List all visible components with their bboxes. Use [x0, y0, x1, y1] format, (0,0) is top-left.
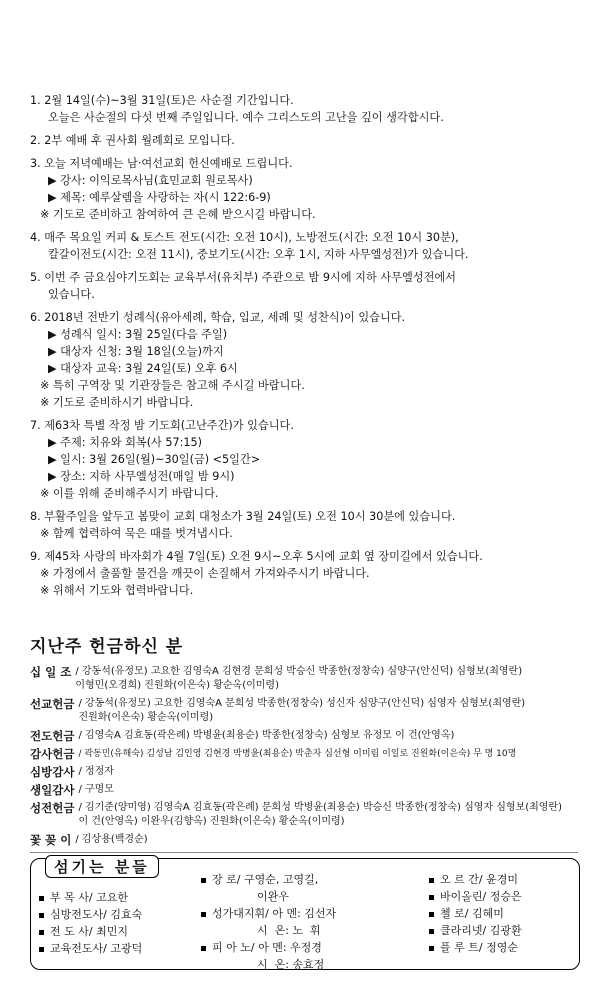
server-entry: 바이올린/ 정승은 — [440, 890, 522, 903]
notice-note: ※ 함께 협력하여 묵은 때를 벗겨냅시다. — [40, 527, 233, 540]
notice-number: 5. — [30, 271, 41, 284]
notice-text: 부활주일을 앞두고 봄맞이 교회 대청소가 3월 24일(토) 오전 10시 30분에 있습니다. — [44, 510, 456, 523]
notice-text: 이번 주 금요심야기도회는 교육부서(유치부) 주관으로 밤 9시에 지하 사무엘성전에서 — [44, 271, 456, 284]
server-entry: 플 루 트/ 정영순 — [440, 941, 518, 954]
notice-1 — [30, 92, 578, 126]
bullet-square-icon — [429, 946, 434, 951]
notice-text: 매주 목요일 커피 & 토스트 전도(시간: 오전 10시), 노방전도(시간: 오전 10시 30분), — [44, 231, 459, 244]
bullet-square-icon — [39, 913, 44, 918]
offering-label: 선교헌금 — [30, 697, 75, 711]
notice-detail: ▶ 대상자 교육: 3월 24일(토) 오후 6시 — [48, 362, 238, 375]
servers-column-2 — [201, 871, 336, 973]
notice-detail: ▶ 강사: 이익로목사님(효민교회 원로목사) — [48, 174, 253, 187]
server-entry: 피 아 노/ 아 멘: 우정경 — [212, 941, 322, 954]
bullet-square-icon — [429, 895, 434, 900]
offering-names: 진원화(이은숙) 황순옥(이미령) — [78, 712, 214, 723]
offering-label: 생일감사 — [30, 783, 75, 797]
notice-text: 오늘은 사순절의 다섯 번째 주일입니다. 예수 그리스도의 고난을 깊이 생각합시다. — [48, 111, 444, 124]
notice-detail: ▶ 성례식 일시: 3월 25일(다음 주일) — [48, 328, 228, 341]
bullet-square-icon — [39, 896, 44, 901]
server-entry: 부 목 사/ 고요한 — [50, 891, 128, 904]
notice-7 — [30, 417, 578, 502]
offering-names: / 김상용(백경순) — [75, 834, 148, 845]
notice-note: ※ 위해서 기도와 협력바랍니다. — [40, 584, 194, 597]
offering-names: / 곽동민(유해숙) 김성남 김인영 김현경 박병윤(최용순) 박춘자 심선형 이미림 이일로 진원화(이은숙) 무 명 10명 — [78, 749, 517, 759]
bullet-square-icon — [39, 930, 44, 935]
offering-names: / 정정자 — [78, 766, 114, 777]
server-entry: 클라리넷/ 김광환 — [440, 924, 522, 937]
notice-5 — [30, 269, 578, 303]
notice-number: 2. — [30, 134, 41, 147]
offering-label: 심방감사 — [30, 765, 75, 779]
offering-names: 이 건(안영옥) 이완우(김향옥) 진원화(이은숙) 황순옥(이미령) — [78, 816, 345, 827]
notice-number: 9. — [30, 550, 41, 563]
notice-8 — [30, 508, 578, 542]
notices-list — [30, 92, 578, 605]
servers-box — [30, 858, 580, 970]
notice-number: 3. — [30, 157, 41, 170]
server-entry: 성가대지휘/ 아 멘: 김선자 — [212, 907, 337, 920]
notice-note: ※ 특히 구역장 및 기관장들은 참고해 주시길 바랍니다. — [40, 379, 305, 392]
servers-column-1 — [39, 889, 142, 957]
servers-title: 섬기는 분들 — [45, 855, 159, 878]
notice-text: 제63차 특별 작정 밤 기도회(고난주간)가 있습니다. — [44, 419, 294, 432]
bullet-square-icon — [201, 912, 206, 917]
offering-label: 전도헌금 — [30, 729, 75, 743]
offering-row — [30, 665, 578, 693]
notice-note: ※ 기도로 준비하고 참여하여 큰 은혜 받으시길 바랍니다. — [40, 208, 316, 221]
notice-3 — [30, 155, 578, 223]
notice-text: 칼갈이전도(시간: 오전 11시), 중보기도(시간: 오후 1시, 지하 사무엘성전)가 있습니다. — [48, 248, 469, 261]
notice-number: 8. — [30, 510, 41, 523]
notice-detail: ▶ 주제: 치유와 회복(사 57:15) — [48, 436, 203, 449]
bullet-square-icon — [39, 947, 44, 952]
notice-text: 2부 예배 후 권사회 월례회로 모입니다. — [44, 134, 235, 147]
offering-row — [30, 697, 578, 725]
notice-detail: ▶ 일시: 3월 26일(월)~30일(금) <5일간> — [48, 453, 261, 466]
offering-row — [30, 729, 578, 743]
offering-names: / 강동석(유정모) 고요한 김영숙A 문희성 박종한(정창숙) 성신자 심양구(안신덕) 심영자 심형보(최영란) — [78, 698, 526, 709]
server-entry: 시 온: 노 휘 — [201, 924, 321, 937]
notice-text: 2018년 전반기 성례식(유아세례, 학습, 입교, 세례 및 성찬식)이 있습니다. — [44, 311, 406, 324]
server-entry: 장 로/ 구영순, 고영길, — [212, 873, 319, 886]
notice-text: 있습니다. — [48, 288, 95, 301]
notice-note: ※ 이를 위해 준비해주시기 바랍니다. — [40, 487, 219, 500]
offering-row — [30, 783, 578, 797]
divider — [30, 852, 578, 853]
notice-text: 제45차 사랑의 바자회가 4월 7일(토) 오전 9시~오후 5시에 교회 옆 장미길에서 있습니다. — [44, 550, 483, 563]
notice-number: 1. — [30, 94, 41, 107]
offering-names: 이형민(오경희) 진원화(이은숙) 황순옥(이미령) — [75, 680, 279, 691]
notice-4 — [30, 229, 578, 263]
notice-6 — [30, 309, 578, 411]
offering-names: / 강동석(유정모) 고요한 김영숙A 김현경 문희성 박승신 박종한(정창숙) 심양구(안신덕) 심형보(최영란) — [75, 666, 523, 677]
notice-note: ※ 기도로 준비하시기 바랍니다. — [40, 396, 194, 409]
offering-title: 지난주 헌금하신 분 — [30, 637, 184, 657]
notice-2 — [30, 132, 578, 149]
server-entry: 이완우 — [201, 890, 289, 903]
notice-number: 7. — [30, 419, 41, 432]
notice-text: 오늘 저녁예배는 남·여선교회 헌신예배로 드립니다. — [44, 157, 293, 170]
offering-row — [30, 833, 578, 847]
notice-note: ※ 가정에서 출품할 물건을 깨끗이 손질해서 가져와주시기 바랍니다. — [40, 567, 370, 580]
offering-label: 성전헌금 — [30, 801, 75, 815]
offering-section — [30, 632, 578, 851]
notice-detail: ▶ 장소: 지하 사무엘성전(매일 밤 9시) — [48, 470, 235, 483]
server-entry: 교육전도사/ 고광덕 — [50, 942, 143, 955]
bullet-square-icon — [429, 878, 434, 883]
offering-names: / 김영숙A 김효동(곽은례) 박병윤(최용순) 박종한(정창숙) 심형보 유정모 이 건(안영옥) — [78, 730, 455, 741]
offering-names: / 구명모 — [78, 784, 114, 795]
server-entry: 심방전도사/ 김효숙 — [50, 908, 143, 921]
offering-label: 꽃 꽂 이 — [30, 833, 72, 847]
notice-number: 4. — [30, 231, 41, 244]
notice-9 — [30, 548, 578, 599]
offering-row — [30, 801, 578, 829]
notice-detail: ▶ 대상자 신청: 3월 18일(오늘)까지 — [48, 345, 224, 358]
servers-column-3 — [429, 871, 522, 956]
server-entry: 오 르 간/ 윤경미 — [440, 873, 518, 886]
bullet-square-icon — [429, 912, 434, 917]
offering-label: 감사헌금 — [30, 747, 75, 761]
notice-text: 2월 14일(수)~3월 31일(토)은 사순절 기간입니다. — [44, 94, 294, 107]
offering-row — [30, 747, 578, 761]
offering-row — [30, 765, 578, 779]
offering-names: / 김기준(양미영) 김영숙A 김효동(곽은례) 문희성 박병윤(최용순) 박승신 박종한(정창숙) 심영자 심형보(최영란) — [78, 802, 562, 813]
server-entry: 전 도 사/ 최민지 — [50, 925, 128, 938]
notice-number: 6. — [30, 311, 41, 324]
bullet-square-icon — [201, 878, 206, 883]
server-entry: 시 온: 송효정 — [201, 958, 325, 971]
bullet-square-icon — [201, 946, 206, 951]
server-entry: 첼 로/ 김혜미 — [440, 907, 504, 920]
notice-detail: ▶ 제목: 예루살렘을 사랑하는 자(시 122:6-9) — [48, 191, 271, 204]
bullet-square-icon — [429, 929, 434, 934]
offering-label: 십 일 조 — [30, 665, 72, 679]
